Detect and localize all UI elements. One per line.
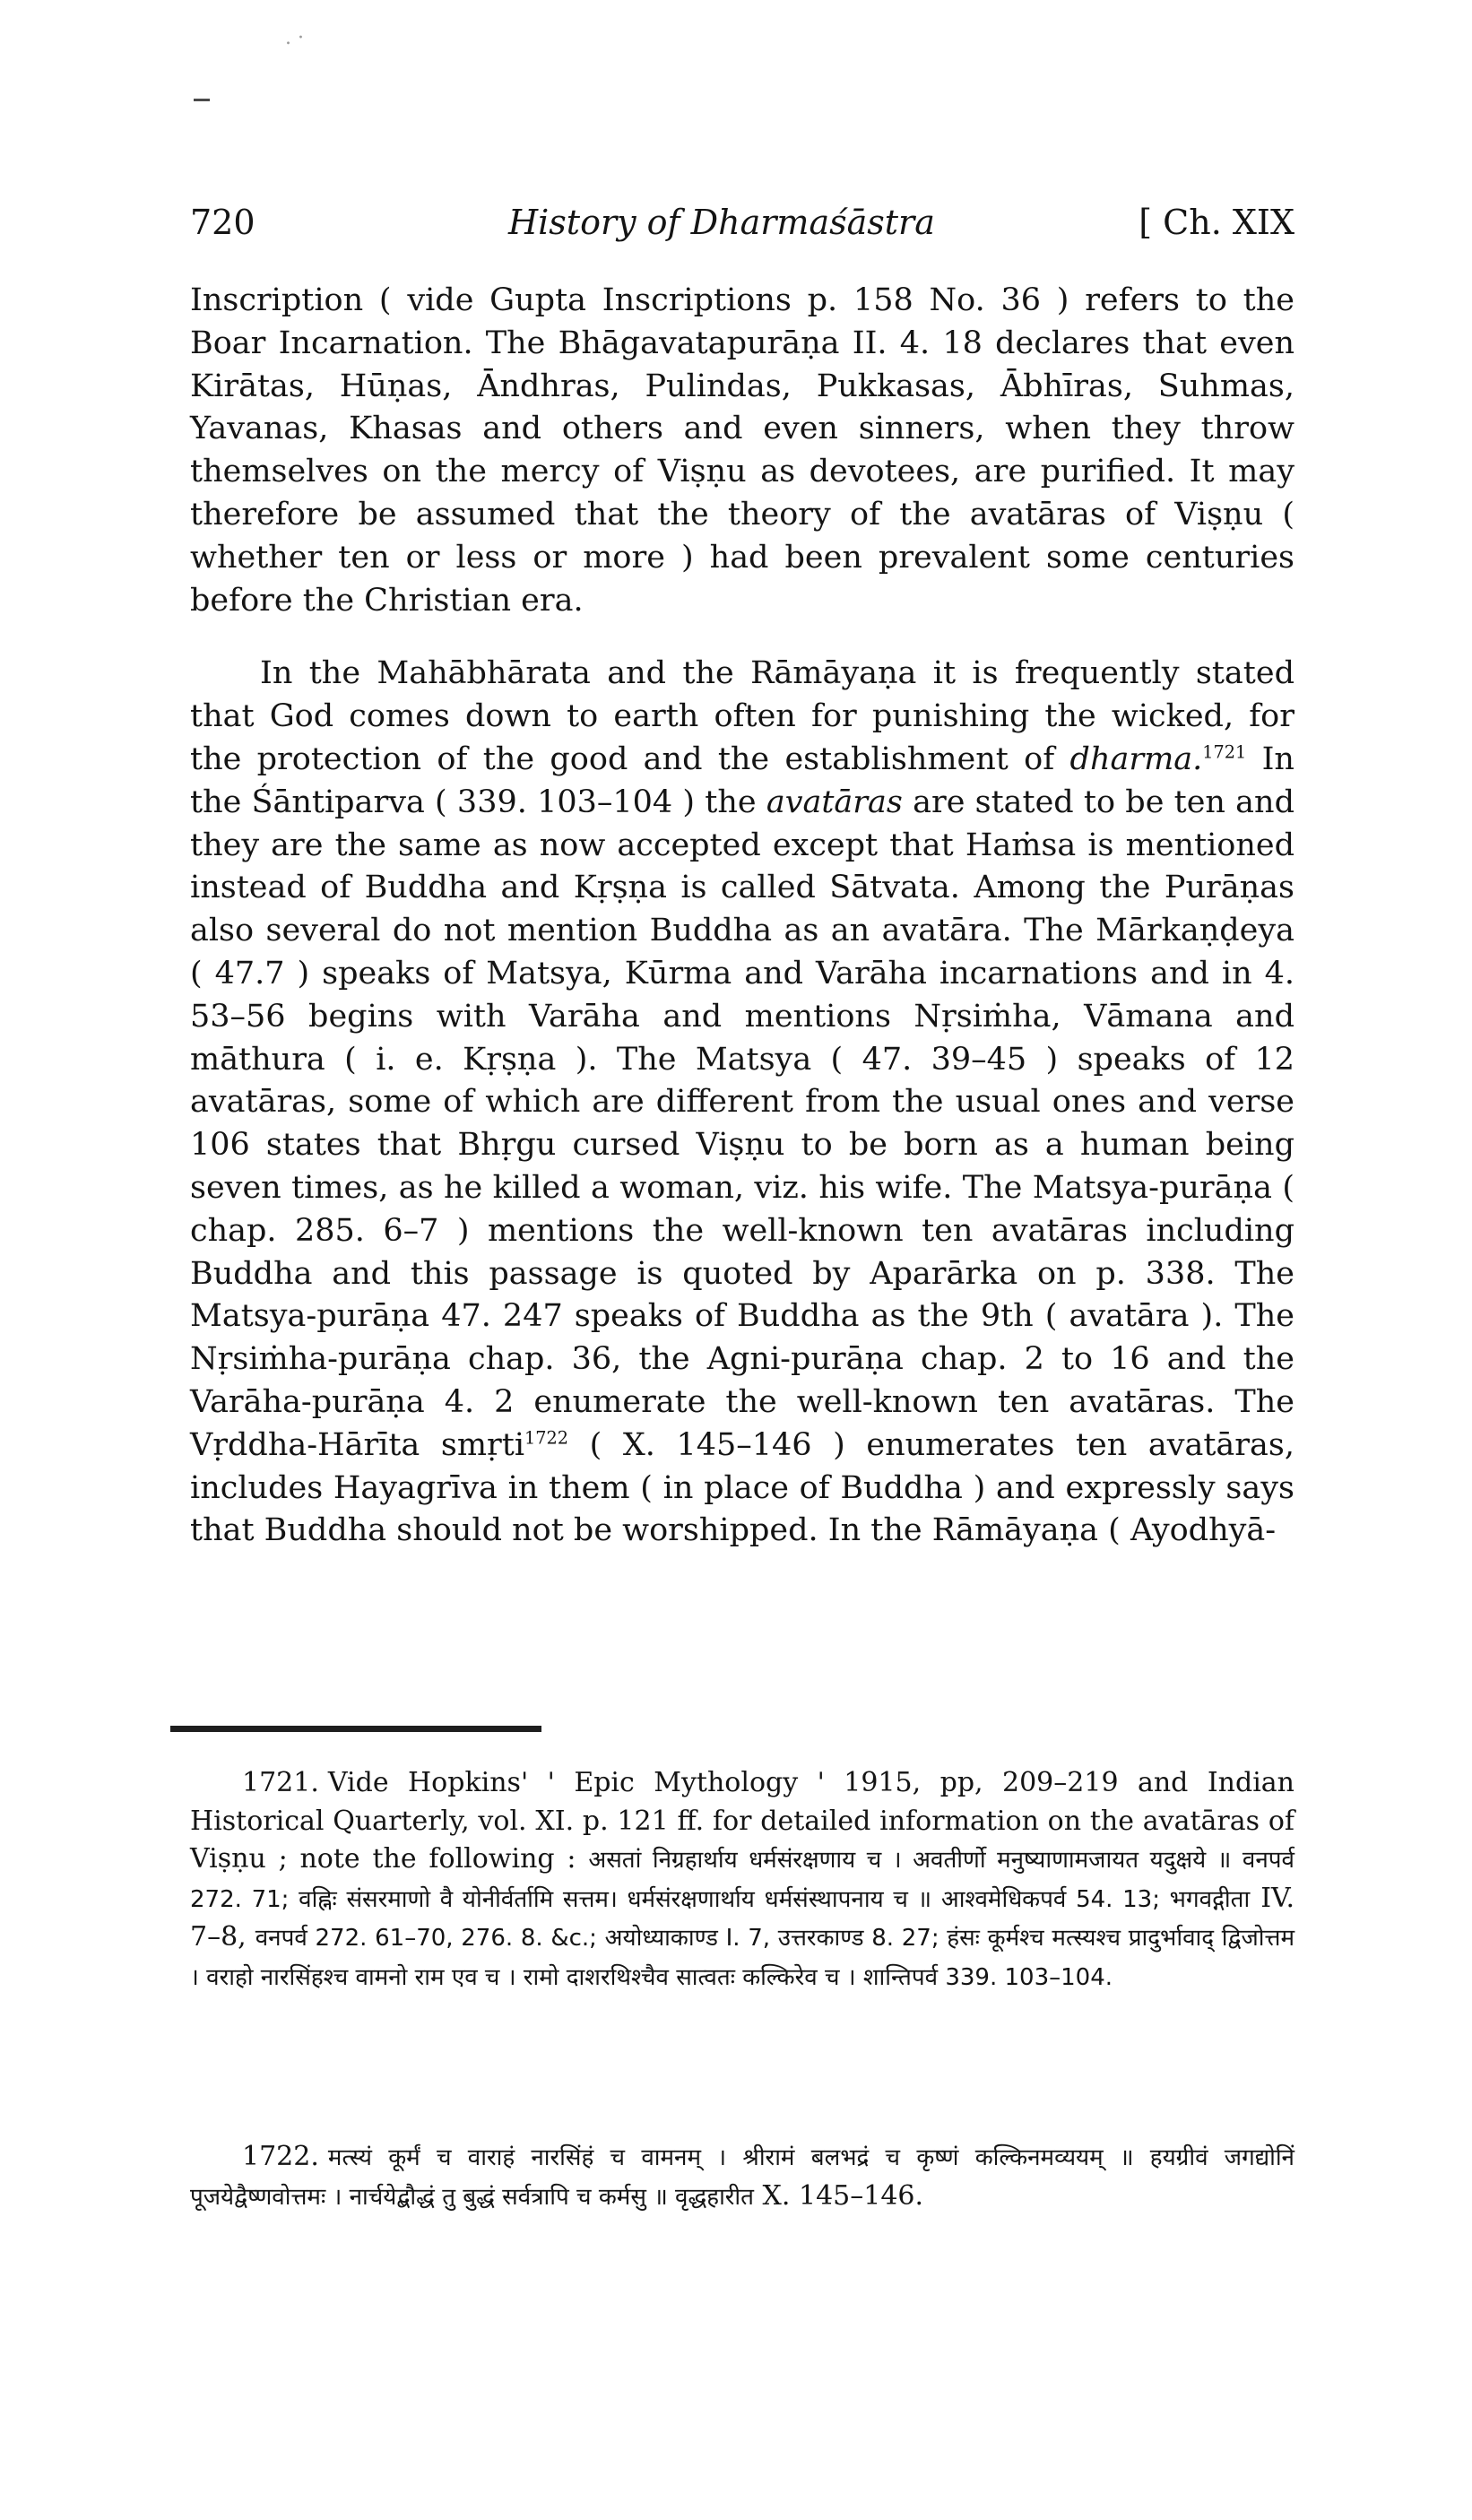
- paragraph-2: [190, 653, 1294, 1553]
- paragraph-2-text-a: In the Mahābhārata and the Rāmāyaṇa it is frequently stated that God comes down to earth often for punishing the wicked, for the protection of the good and the establishment of: [190, 655, 1294, 777]
- paragraph-2-text-b: In the Śāntiparva ( 339. 103–104 ) the: [190, 740, 1294, 820]
- page-number: 720: [190, 203, 255, 242]
- footnote-1721: [190, 1764, 1294, 1996]
- term-dharma: dharma.: [1069, 740, 1203, 777]
- term-avataras: avatāras: [766, 784, 903, 820]
- main-text: [190, 280, 1294, 1553]
- footnote-text: X. 145–146.: [762, 2179, 924, 2212]
- footnote-ref-1721[interactable]: 1721: [1202, 741, 1247, 763]
- footnote-1722: [190, 2138, 1294, 2216]
- paragraph-2-text-d: ( X. 145–146 ) enumerates ten avatāras, includes Hayagrīva in them ( in place of Buddha ) and expressly says that Buddha should not be worshipped. In the Rāmāyaṇa ( Ayodhyā-: [190, 1426, 1294, 1549]
- paragraph-1: Inscription ( vide Gupta Inscriptions p. 158 No. 36 ) refers to the Boar Incarnation. The Bhāgavatapurāṇa II. 4. 18 declares that even Kirātas, Hūṇas, Āndhras, Pulindas, Pukkasas, Ābhīras, Suhmas, Yavanas, Khasas and others and even sinners, when they throw themselves on the mercy of Viṣṇu as devotees, are purified. It may therefore be assumed that the theory of the avatāras of Viṣṇu ( whether ten or less or more ) had been prevalent some centuries before the Christian era.: [190, 282, 1294, 619]
- footnote-text: IV. 7–8,: [190, 1882, 1294, 1953]
- sanskrit-quote: वनपर्व 272. 61–70, 276. 8. &c.; अयोध्याकाण्ड I. 7, उत्तरकाण्ड 8. 27; हंसः कूर्मश्च मत्स्यश्च प्रादुर्भावाद् द्विजोत्तम । वराहो नारसिंहश्च वामनो राम एव च । रामो दाशरथिश्चैव सात्वतः कल्किरेव च । शान्तिपर्व 339. 103–104.: [190, 1925, 1294, 1991]
- scan-mark: [194, 99, 210, 101]
- chapter-label: [ Ch. XIX: [1139, 203, 1294, 242]
- footnote-ref-1722[interactable]: 1722: [524, 1427, 569, 1449]
- running-title: History of Dharmaśāstra: [508, 203, 935, 242]
- sanskrit-quote: असतां निग्रहार्थाय धर्मसंरक्षणाय च । अवतीर्णो मनुष्याणामजायत यदुक्षये ॥ वनपर्व 272. 71; वह्निः संसरमाणो वै योनीर्वर्तामि सत्तम। धर्मसंरक्षणार्थाय धर्मसंस्थापनाय च ॥ आश्वमेधिकपर्व 54. 13; भगवद्गीता: [190, 1847, 1294, 1913]
- page-header: [190, 203, 1294, 253]
- sanskrit-quote: मत्स्यं कूर्मं च वाराहं नारसिंहं च वामनम् । श्रीरामं बलभद्रं च कृष्णं कल्किनमव्ययम् ॥ हयग्रीवं जगद्योनिं पूजयेद्वैष्णवोत्तमः । नार्चयेद्बौद्धं तु बुद्धं सर्वत्रापि च कर्मसु ॥ वृद्धहारीत: [190, 2144, 1294, 2211]
- footnote-text: Vide Hopkins' ' Epic Mythology ' 1915, pp, 209–219 and Indian Historical Quarterly, vol. XI. p. 121 ff. for detailed information on the avatāras of Viṣṇu ; note the following :: [190, 1767, 1294, 1875]
- scan-speck: . ·: [285, 27, 304, 49]
- footnote-number: 1721.: [242, 1767, 319, 1798]
- footnote-number: 1722.: [242, 2141, 319, 2172]
- footnote-rule: [170, 1726, 541, 1732]
- paragraph-2-text-c: are stated to be ten and they are the same as now accepted except that Haṁsa is mentioned instead of Buddha and Kṛṣṇa is called Sātvata. Among the Purāṇas also several do not mention Buddha as an avatāra. The Mārkaṇḍeya ( 47.7 ) speaks of Matsya, Kūrma and Varāha incarnations and in 4. 53–56 begins with Varāha and mentions Nṛsiṁha, Vāmana and māthura ( i. e. Kṛṣṇa ). The Matsya ( 47. 39–45 ) speaks of 12 avatāras, some of which are different from the usual ones and verse 106 states that Bhṛgu cursed Viṣṇu to be born as a human being seven times, as he killed a woman, viz. his wife. The Matsya-purāṇa ( chap. 285. 6–7 ) mentions the well-known ten avatāras including Buddha and this passage is quoted by Aparārka on p. 338. The Matsya-purāṇa 47. 247 speaks of Buddha as the 9th ( avatāra ). The Nṛsiṁha-purāṇa chap. 36, the Agni-purāṇa chap. 2 to 16 and the Varāha-purāṇa 4. 2 enumerate the well-known ten avatāras. The Vṛddha-Hārīta smṛti: [190, 784, 1294, 1463]
